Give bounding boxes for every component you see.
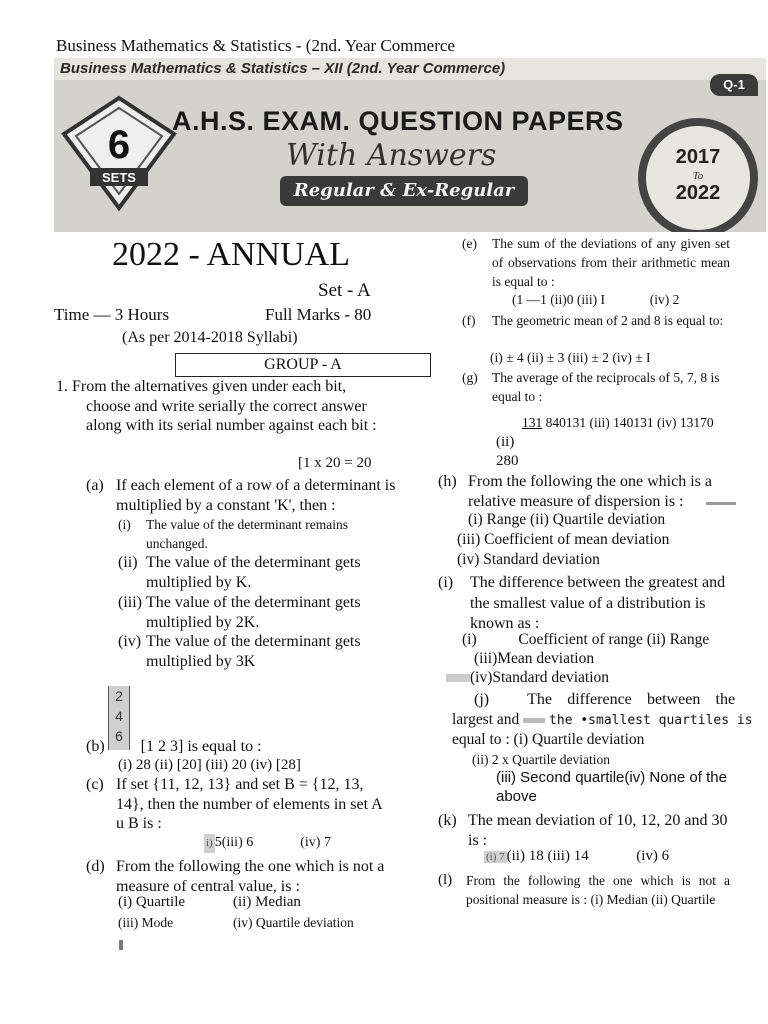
- question-j-stem-line: largest and the •smallest quartiles is: [452, 711, 753, 728]
- question-d: [86, 857, 386, 896]
- question-b: [86, 737, 262, 757]
- scan-mark: [706, 502, 736, 505]
- question-h-key: (h): [438, 473, 457, 490]
- page-header: Business Mathematics & Statistics - (2nd. Year Commerce: [56, 36, 455, 55]
- question-a-stem: If each element of a row of a determinant is multiplied by a constant 'K', then :: [116, 477, 396, 514]
- question-d-option: (iv) Quartile deviation: [233, 915, 354, 930]
- question-a-option: (iii) The value of the determinant gets multiplied by 2K.: [118, 594, 361, 631]
- banner-subtitle: With Answers: [286, 138, 497, 173]
- question-a-key: (a): [86, 477, 104, 494]
- question-i-option: (i) Coefficient of range (ii) Range: [462, 631, 710, 648]
- question-e-options: (1 —1 (ii)0 (iii) I (iv) 2: [512, 292, 680, 307]
- sets-badge-label: SETS: [102, 170, 136, 185]
- question-i-key: (i): [438, 574, 454, 591]
- question-a-option: (ii) The value of the determinant gets multiplied by K.: [118, 554, 361, 591]
- question-j-stem-line: equal to : (i) Quartile deviation: [452, 731, 645, 748]
- exam-full-marks: Full Marks - 80: [265, 305, 372, 324]
- question-j: [474, 691, 735, 709]
- question-g-key: (g): [462, 370, 478, 385]
- question-b-options: (i) 28 (ii) [20] (iii) 20 (iv) [28]: [118, 757, 301, 773]
- question-f-stem: The geometric mean of 2 and 8 is equal to:: [492, 313, 724, 328]
- exam-title: 2022 - ANNUAL: [112, 236, 350, 273]
- question-j-option: (iii) Second quartile(iv) None of the above: [496, 769, 727, 805]
- question-k-stem: The mean deviation of 10, 12, 20 and 30 is :: [468, 812, 728, 849]
- question-l-key: (l): [438, 872, 453, 888]
- question-e: [462, 234, 730, 291]
- exam-syllabi: (As per 2014-2018 Syllabi): [122, 329, 298, 346]
- question-j-key: (j): [474, 691, 490, 708]
- question-c-key: (c): [86, 776, 104, 793]
- question-j-stem: The difference between the: [527, 691, 736, 708]
- question-g: [462, 368, 730, 406]
- question-i-stem: The difference between the greatest and the smallest value of a distribution is known as :: [470, 574, 726, 632]
- question-g-stem: The average of the reciprocals of 5, 7, 8 is equal to :: [492, 370, 720, 404]
- exam-set: Set - A: [318, 280, 371, 301]
- determinant-value: 4: [115, 708, 123, 724]
- determinant-value: 6: [115, 728, 123, 744]
- q-badge: Q-1: [710, 74, 758, 96]
- banner-tagline: Regular & Ex-Regular: [280, 176, 528, 206]
- year-from: 2017: [675, 146, 721, 168]
- question-d-option: (i) Quartile: [118, 894, 186, 910]
- year-to: 2022: [675, 182, 721, 204]
- year-to-word: To: [692, 170, 704, 182]
- question-d-option: (iii) Mode: [118, 915, 174, 930]
- cover-banner: [54, 58, 766, 232]
- question-g-options: 131 840131 (iii) 140131 (iv) 13170: [522, 415, 714, 430]
- question-j-option: (ii) 2 x Quartile deviation: [472, 752, 610, 767]
- question-d-key: (d): [86, 858, 105, 875]
- question-k-blurred-option: (i) 7: [486, 851, 505, 863]
- question-h-option: (i) Range (ii) Quartile deviation: [468, 511, 666, 528]
- question-g-option-ii: (ii): [496, 434, 515, 450]
- question-1-intro: [56, 377, 386, 436]
- question-c: [86, 775, 386, 834]
- question-e-key: (e): [462, 236, 477, 251]
- sets-badge-number: 6: [107, 123, 131, 167]
- question-i-option: (iv)Standard deviation: [446, 669, 609, 687]
- question-h-option: (iii) Coefficient of mean deviation: [457, 531, 670, 548]
- banner-main-title: A.H.S. EXAM. QUESTION PAPERS: [172, 106, 624, 136]
- question-f: [462, 311, 730, 330]
- determinant-value: 2: [115, 688, 123, 704]
- question-c-blurred-option: i): [204, 834, 215, 853]
- question-l-stem: From the following the one which is not a positional measure is : (i) Median (ii) Quartile: [466, 873, 730, 907]
- question-c-options: i) 5(iii) 6 (iv) 7: [204, 833, 331, 853]
- question-b-key: (b): [86, 738, 105, 755]
- question-g-option-ii-value: 280: [496, 453, 519, 469]
- question-h-stem: From the following the one which is a relative measure of dispersion is :: [468, 473, 712, 510]
- question-h: [438, 472, 738, 511]
- exam-time: Time — 3 Hours: [54, 305, 170, 324]
- question-k-options: (i) 7 (ii) 18 (iii) 14 (iv) 6: [486, 848, 670, 864]
- banner-book-title: Business Mathematics & Statistics – XII (2nd. Year Commerce): [60, 60, 506, 77]
- question-d-stem: From the following the one which is not a measure of central value, is :: [116, 858, 385, 895]
- scan-mark: [446, 674, 470, 682]
- question-1-text: 1. From the alternatives given under each bit, choose and write serially the correct answer along with its serial number against each bit :: [56, 378, 377, 434]
- question-k: [438, 811, 738, 850]
- question-e-stem: The sum of the deviations of any given set of observations from their arithmetic mean is equal to :: [492, 236, 730, 289]
- scan-mark: [119, 940, 123, 950]
- question-l: [438, 871, 730, 909]
- question-i: [438, 573, 742, 635]
- group-heading: GROUP - A: [175, 353, 431, 377]
- question-c-stem: If set {11, 12, 13} and set B = {12, 13, 14}, then the number of elements in set A u B is :: [116, 776, 382, 832]
- question-a-option: (iv) The value of the determinant gets multiplied by 3K: [118, 633, 361, 670]
- question-d-option: (ii) Median: [233, 894, 301, 910]
- sets-badge: [60, 94, 178, 212]
- question-k-key: (k): [438, 812, 457, 829]
- year-badge: [638, 118, 758, 232]
- question-1-marks: [1 x 20 = 20: [298, 455, 372, 471]
- question-i-option: (iii)Mean deviation: [474, 650, 595, 667]
- scan-mark: [523, 718, 545, 723]
- question-a: [86, 476, 424, 515]
- question-b-stem: [1 2 3] is equal to :: [140, 738, 262, 755]
- question-f-key: (f): [462, 313, 476, 328]
- question-h-option: (iv) Standard deviation: [457, 551, 600, 568]
- question-f-options: (i) ± 4 (ii) ± 3 (iii) ± 2 (iv) ± I: [490, 350, 651, 365]
- question-a-option: (i) The value of the determinant remains unchanged.: [118, 517, 349, 551]
